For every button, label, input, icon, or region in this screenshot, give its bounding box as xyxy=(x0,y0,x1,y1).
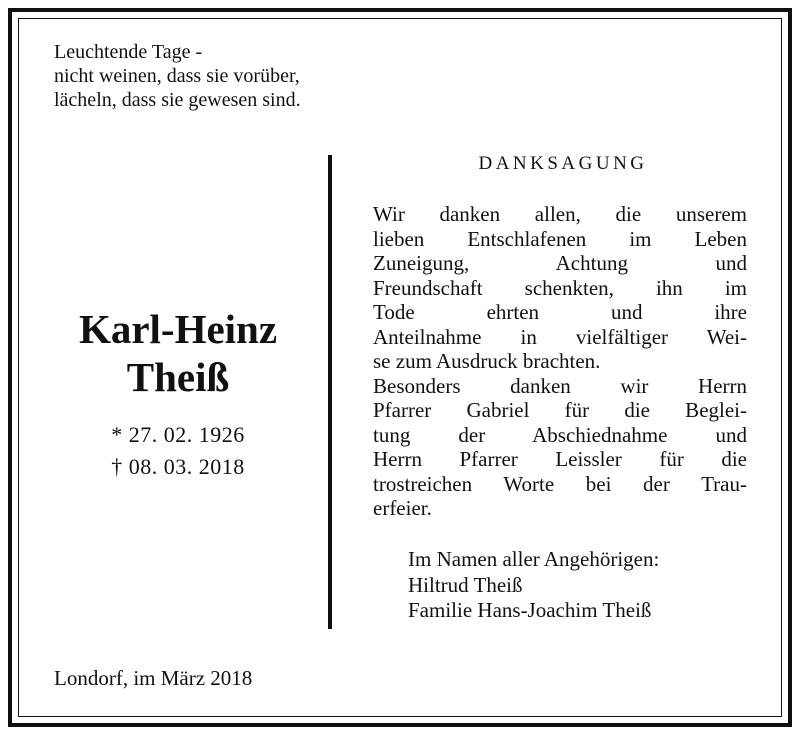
death-date: † 08. 03. 2018 xyxy=(111,454,245,479)
motto-line: nicht weinen, dass sie vorüber, xyxy=(54,65,300,87)
motto xyxy=(54,40,301,112)
text-line: Pfarrer Gabriel für die Beglei- xyxy=(373,398,747,422)
deceased-block xyxy=(30,305,326,483)
text-line: trostreichen Worte bei der Trau- xyxy=(373,471,747,496)
signoff-name: Hiltrud Theiß xyxy=(408,572,523,597)
motto-line: lächeln, dass sie gewesen sind. xyxy=(54,89,301,111)
life-dates xyxy=(30,419,326,483)
deceased-last-name: Theiß xyxy=(126,354,230,400)
thanks-paragraph-2 xyxy=(373,374,747,521)
text-line: Herrn Pfarrer Leissler für die xyxy=(373,447,747,471)
text-line: Wir danken allen, die unserem xyxy=(373,202,747,226)
thanks-paragraph-1 xyxy=(373,202,747,374)
signoff-block xyxy=(408,547,659,624)
text-line: lieben Entschlafenen im Leben xyxy=(373,226,747,251)
text-line: Zuneigung, Achtung und xyxy=(373,251,747,275)
text-line: erfeier. xyxy=(373,496,432,520)
text-line: tung der Abschiednahme und xyxy=(373,422,747,447)
place-and-date: Londorf, im März 2018 xyxy=(54,666,253,690)
signoff-name: Familie Hans-Joachim Theiß xyxy=(408,598,652,622)
signoff-intro: Im Namen aller Angehörigen: xyxy=(408,547,660,571)
thanks-heading: DANKSAGUNG xyxy=(478,153,648,174)
text-line: se zum Ausdruck brachten. xyxy=(373,349,601,373)
motto-line: Leuchtende Tage - xyxy=(54,41,203,63)
text-line: Freundschaft schenkten, ihn im xyxy=(373,275,747,300)
vertical-divider xyxy=(328,155,332,629)
thanks-column xyxy=(373,150,747,521)
text-line: Besonders danken wir Herrn xyxy=(373,373,747,398)
text-line: Tode ehrten und ihre xyxy=(373,300,747,324)
text-line: Anteilnahme in vielfältiger Wei- xyxy=(373,324,747,349)
deceased-first-name: Karl-Heinz xyxy=(78,306,278,352)
birth-date: * 27. 02. 1926 xyxy=(111,422,245,447)
